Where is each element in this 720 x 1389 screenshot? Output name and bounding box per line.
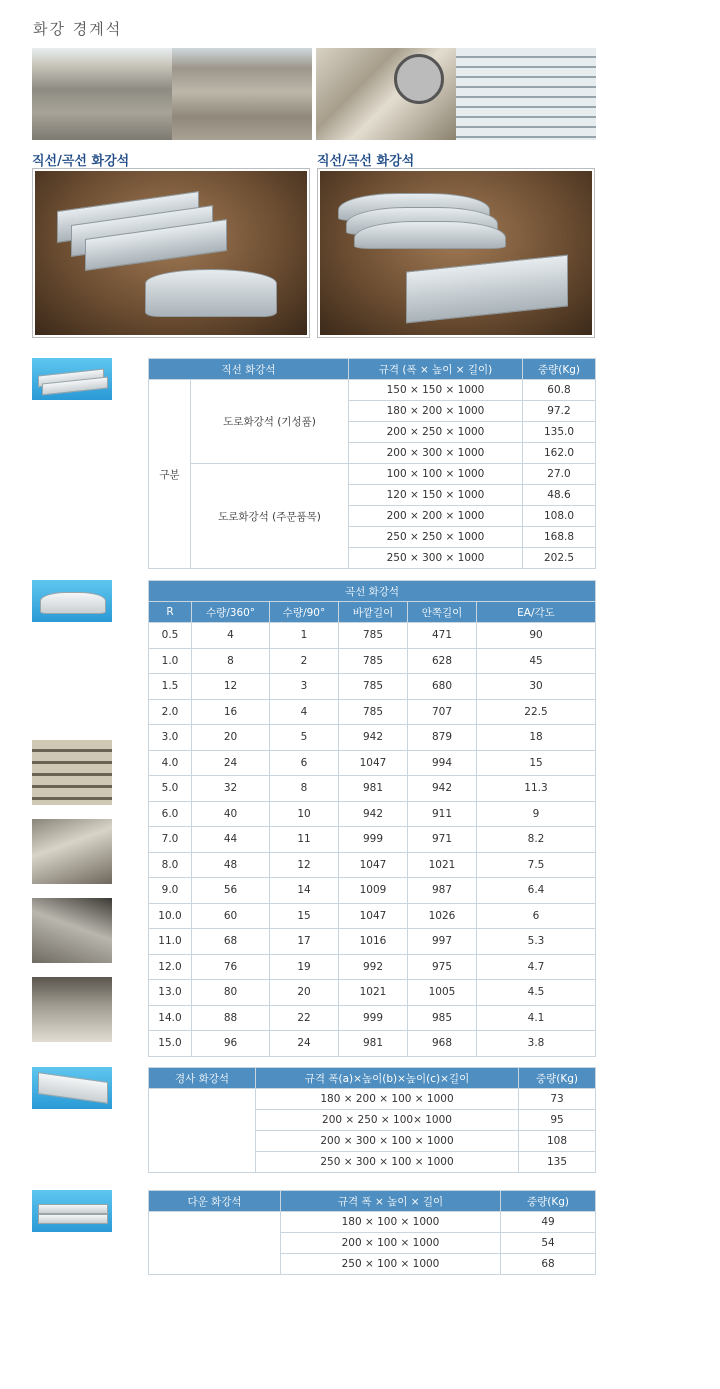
spec-header: 규격 (폭 × 높이 × 길이) [349, 359, 523, 380]
table-cell: 6.4 [477, 878, 596, 904]
table-cell: 981 [339, 1031, 408, 1057]
table-cell: 68 [192, 929, 270, 955]
table-cell: 108.0 [523, 506, 596, 527]
table-cell: 200 × 200 × 1000 [349, 506, 523, 527]
table-cell: 13.0 [149, 980, 192, 1006]
table-cell: 16 [192, 699, 270, 725]
table-cell: 6 [270, 750, 339, 776]
table-row [149, 725, 596, 751]
spec-header: 규격 폭 × 높이 × 길이 [281, 1191, 501, 1212]
table-row [149, 623, 596, 649]
table-cell: 911 [408, 801, 477, 827]
table-cell: 96 [192, 1031, 270, 1057]
table-cell: 1.0 [149, 648, 192, 674]
table-row [149, 852, 596, 878]
table-cell: 1009 [339, 878, 408, 904]
table-cell: 45 [477, 648, 596, 674]
table-cell: 20 [192, 725, 270, 751]
table-row [149, 801, 596, 827]
table-cell: 24 [270, 1031, 339, 1057]
table-cell: 10.0 [149, 903, 192, 929]
table-cell: 994 [408, 750, 477, 776]
table-cell: 44 [192, 827, 270, 853]
table-row [149, 878, 596, 904]
table-cell: 15.0 [149, 1031, 192, 1057]
table-cell: 942 [339, 801, 408, 827]
table-cell: 180 × 200 × 1000 [349, 401, 523, 422]
stock-yard-photo [456, 48, 596, 140]
table-row [149, 674, 596, 700]
table-cell: 22.5 [477, 699, 596, 725]
table-row [149, 750, 596, 776]
sub-category-a: 도로화강석 (기성품) [191, 380, 349, 464]
group-label: 구분 [149, 380, 191, 569]
table-cell: 250 × 300 × 1000 [349, 548, 523, 569]
table-cell: 30 [477, 674, 596, 700]
table-cell: 60 [192, 903, 270, 929]
table-cell: 5 [270, 725, 339, 751]
quarry-photo-2 [172, 48, 312, 140]
table-cell: 32 [192, 776, 270, 802]
table-cell: 707 [408, 699, 477, 725]
table-row [149, 903, 596, 929]
blank-cell [149, 1089, 256, 1173]
table-cell: 4.7 [477, 954, 596, 980]
table-cell: 785 [339, 623, 408, 649]
table-cell: 56 [192, 878, 270, 904]
table-cell: 971 [408, 827, 477, 853]
table-cell: 162.0 [523, 443, 596, 464]
table-cell: 150 × 150 × 1000 [349, 380, 523, 401]
factory-photo-4 [32, 977, 112, 1042]
table-cell: 18 [477, 725, 596, 751]
multi-table-title: 다운 화강석 [149, 1191, 281, 1212]
curved-stone-table [148, 580, 596, 1057]
table-cell: 1047 [339, 750, 408, 776]
table-cell: 12 [270, 852, 339, 878]
table-cell: 11.3 [477, 776, 596, 802]
table-row [149, 776, 596, 802]
table-cell: 14 [270, 878, 339, 904]
table-cell: 5.3 [477, 929, 596, 955]
table-cell: 15 [477, 750, 596, 776]
table-cell: 24 [192, 750, 270, 776]
col-header: 안쪽길이 [408, 602, 477, 623]
table-cell: 4.5 [477, 980, 596, 1006]
table-cell: 12.0 [149, 954, 192, 980]
table-cell: 3.8 [477, 1031, 596, 1057]
table-cell: 2.0 [149, 699, 192, 725]
table-row [149, 954, 596, 980]
table-cell: 40 [192, 801, 270, 827]
table-cell: 180 × 100 × 1000 [281, 1212, 501, 1233]
table-cell: 785 [339, 699, 408, 725]
sub-category-b: 도로화강석 (주문품목) [191, 464, 349, 569]
table-cell: 120 × 150 × 1000 [349, 485, 523, 506]
table-cell: 200 × 250 × 1000 [349, 422, 523, 443]
table-cell: 250 × 300 × 100 × 1000 [256, 1152, 519, 1173]
slope-stone-table [148, 1067, 596, 1173]
table-cell: 7.5 [477, 852, 596, 878]
slope-table-title: 경사 화강석 [149, 1068, 256, 1089]
table-cell: 9.0 [149, 878, 192, 904]
table-cell: 48 [192, 852, 270, 878]
table-cell: 20 [270, 980, 339, 1006]
table-cell: 135 [519, 1152, 596, 1173]
table-cell: 200 × 300 × 100 × 1000 [256, 1131, 519, 1152]
straight-table-title: 직선 화강석 [149, 359, 349, 380]
table-cell: 250 × 250 × 1000 [349, 527, 523, 548]
table-row [149, 648, 596, 674]
straight-curved-photo-left [32, 168, 310, 338]
col-header: R [149, 602, 192, 623]
caption-left: 직선/곡선 화강석 [32, 154, 130, 169]
table-cell: 4.1 [477, 1005, 596, 1031]
table-cell: 12 [192, 674, 270, 700]
factory-photo-2 [32, 819, 112, 884]
quarry-photo-1 [32, 48, 172, 140]
table-cell: 1.5 [149, 674, 192, 700]
table-cell: 1016 [339, 929, 408, 955]
table-cell: 22 [270, 1005, 339, 1031]
table-cell: 200 × 100 × 1000 [281, 1233, 501, 1254]
table-cell: 135.0 [523, 422, 596, 443]
table-cell: 6 [477, 903, 596, 929]
blank-cell [149, 1212, 281, 1275]
table-cell: 48.6 [523, 485, 596, 506]
col-header: 수량/360° [192, 602, 270, 623]
table-cell: 942 [408, 776, 477, 802]
table-cell: 1021 [408, 852, 477, 878]
table-cell: 8 [270, 776, 339, 802]
table-cell: 5.0 [149, 776, 192, 802]
table-cell: 60.8 [523, 380, 596, 401]
table-cell: 9 [477, 801, 596, 827]
page-title: 화강 경계석 [33, 20, 123, 38]
table-cell: 100 × 100 × 1000 [349, 464, 523, 485]
table-cell: 88 [192, 1005, 270, 1031]
table-cell: 200 × 250 × 100× 1000 [256, 1110, 519, 1131]
table-cell: 168.8 [523, 527, 596, 548]
table-cell: 999 [339, 827, 408, 853]
table-cell: 11.0 [149, 929, 192, 955]
table-cell: 785 [339, 648, 408, 674]
table-cell: 1 [270, 623, 339, 649]
table-cell: 250 × 100 × 1000 [281, 1254, 501, 1275]
table-cell: 73 [519, 1089, 596, 1110]
multi-stone-thumb [32, 1190, 112, 1232]
table-row [149, 699, 596, 725]
table-cell: 471 [408, 623, 477, 649]
table-cell: 80 [192, 980, 270, 1006]
table-cell: 3.0 [149, 725, 192, 751]
table-cell: 1026 [408, 903, 477, 929]
table-cell: 202.5 [523, 548, 596, 569]
table-cell: 180 × 200 × 100 × 1000 [256, 1089, 519, 1110]
slope-stone-thumb [32, 1067, 112, 1109]
table-cell: 27.0 [523, 464, 596, 485]
caption-right: 직선/곡선 화강석 [317, 154, 415, 169]
table-cell: 3 [270, 674, 339, 700]
table-cell: 942 [339, 725, 408, 751]
table-cell: 987 [408, 878, 477, 904]
table-cell: 628 [408, 648, 477, 674]
col-header: 바깥길이 [339, 602, 408, 623]
table-cell: 680 [408, 674, 477, 700]
table-cell: 95 [519, 1110, 596, 1131]
table-cell: 879 [408, 725, 477, 751]
table-cell: 49 [501, 1212, 596, 1233]
weight-header: 중량(Kg) [523, 359, 596, 380]
table-cell: 76 [192, 954, 270, 980]
table-cell: 992 [339, 954, 408, 980]
table-cell: 2 [270, 648, 339, 674]
factory-photo-1 [32, 740, 112, 805]
table-cell: 999 [339, 1005, 408, 1031]
table-cell: 15 [270, 903, 339, 929]
table-row [149, 980, 596, 1006]
curved-table-title: 곡선 화강석 [149, 581, 596, 602]
factory-photo-3 [32, 898, 112, 963]
straight-stone-table [148, 358, 596, 569]
table-cell: 4.0 [149, 750, 192, 776]
table-cell: 981 [339, 776, 408, 802]
table-cell: 17 [270, 929, 339, 955]
table-cell: 11 [270, 827, 339, 853]
col-header: 수량/90° [270, 602, 339, 623]
table-cell: 8.2 [477, 827, 596, 853]
table-cell: 4 [192, 623, 270, 649]
curved-stone-thumb [32, 580, 112, 622]
table-row [149, 929, 596, 955]
table-cell: 108 [519, 1131, 596, 1152]
table-cell: 4 [270, 699, 339, 725]
table-cell: 97.2 [523, 401, 596, 422]
weight-header: 중량(Kg) [501, 1191, 596, 1212]
table-cell: 8.0 [149, 852, 192, 878]
table-cell: 785 [339, 674, 408, 700]
table-cell: 10 [270, 801, 339, 827]
table-cell: 968 [408, 1031, 477, 1057]
table-cell: 975 [408, 954, 477, 980]
table-row [149, 1005, 596, 1031]
table-cell: 68 [501, 1254, 596, 1275]
table-cell: 1005 [408, 980, 477, 1006]
table-cell: 997 [408, 929, 477, 955]
cutting-photo [316, 48, 456, 140]
table-cell: 0.5 [149, 623, 192, 649]
table-cell: 19 [270, 954, 339, 980]
table-cell: 54 [501, 1233, 596, 1254]
table-row [149, 827, 596, 853]
table-cell: 8 [192, 648, 270, 674]
table-cell: 14.0 [149, 1005, 192, 1031]
straight-stone-thumb [32, 358, 112, 400]
multi-stone-table [148, 1190, 596, 1275]
table-cell: 985 [408, 1005, 477, 1031]
straight-curved-photo-right [317, 168, 595, 338]
table-cell: 1021 [339, 980, 408, 1006]
table-cell: 1047 [339, 852, 408, 878]
table-cell: 7.0 [149, 827, 192, 853]
col-header: EA/각도 [477, 602, 596, 623]
table-cell: 1047 [339, 903, 408, 929]
table-row [149, 1031, 596, 1057]
weight-header: 중량(Kg) [519, 1068, 596, 1089]
spec-header: 규격 폭(a)×높이(b)×높이(c)×길이 [256, 1068, 519, 1089]
table-cell: 6.0 [149, 801, 192, 827]
table-cell: 90 [477, 623, 596, 649]
table-cell: 200 × 300 × 1000 [349, 443, 523, 464]
